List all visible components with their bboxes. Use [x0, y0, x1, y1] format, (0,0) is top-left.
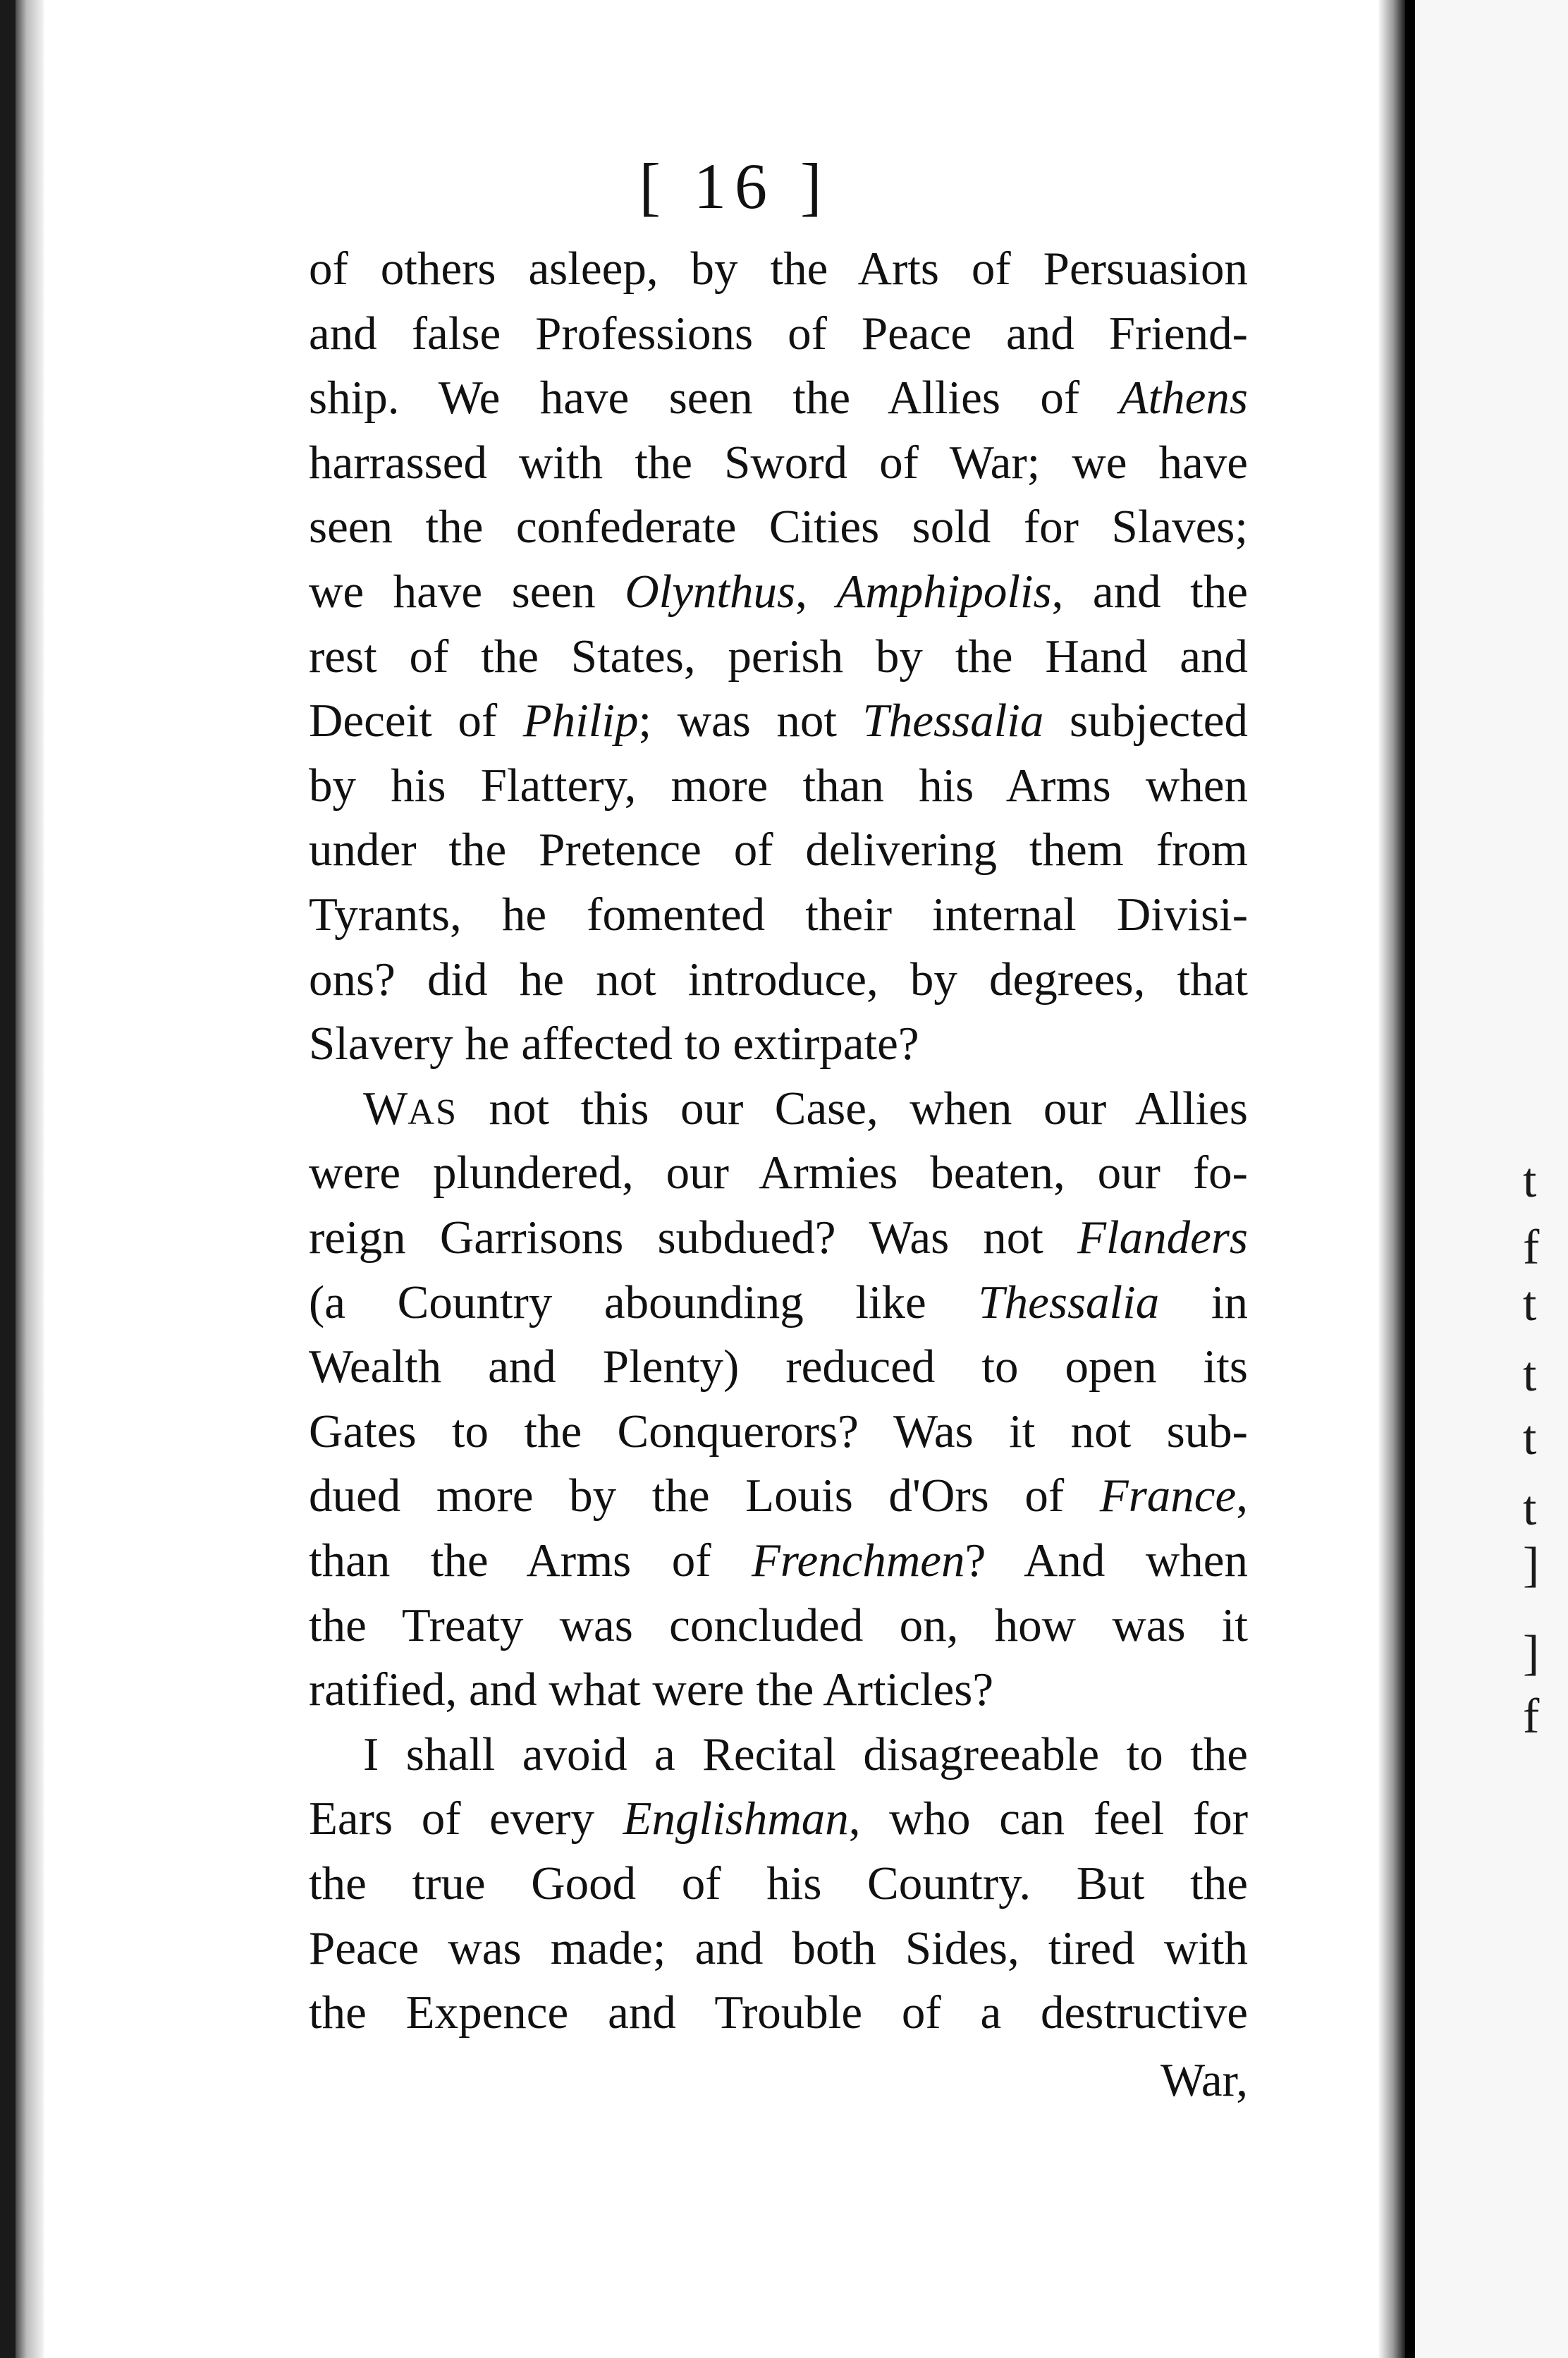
text-run: ? And when — [964, 1534, 1248, 1587]
text-run: of others asleep, by the Arts of Persuasion — [309, 243, 1248, 295]
text-line — [309, 568, 1248, 616]
text-line — [363, 1082, 1248, 1135]
text-run: than the Arms of — [309, 1534, 752, 1587]
text-line — [309, 759, 1248, 812]
text-run: ratified, and what were the Articles? — [309, 1663, 994, 1716]
facing-page-glyph: f — [1523, 1690, 1540, 1744]
text-run: by his Flattery, more than his Arms when — [309, 759, 1248, 812]
text-run: , — [1236, 1470, 1248, 1522]
italic-name: Flanders — [1077, 1211, 1248, 1264]
text-line — [309, 888, 1248, 941]
text-line — [309, 436, 1248, 489]
text-run: AS — [408, 1091, 458, 1132]
facing-page-glyph: t — [1523, 1154, 1537, 1208]
italic-name: Amphipolis — [836, 566, 1052, 618]
text-run: Peace was made; and both Sides, tired with — [309, 1922, 1248, 1974]
text-run: were plundered, our Armies beaten, our fo- — [309, 1147, 1248, 1199]
text-run: Wealth and Plenty) reduced to open its — [309, 1340, 1248, 1393]
text-line — [309, 630, 1248, 683]
text-line — [309, 1986, 1248, 2039]
text-line — [309, 1405, 1248, 1458]
facing-page-glyph: t — [1523, 1348, 1537, 1402]
text-line — [309, 1599, 1248, 1651]
text-run: , who can feel for — [848, 1792, 1249, 1845]
text-run: the true Good of his Country. But the — [309, 1857, 1248, 1910]
text-run: we have seen — [309, 566, 625, 618]
facing-page-glyph: t — [1523, 1277, 1537, 1331]
text-run: the Treaty was concluded on, how was it — [309, 1599, 1248, 1651]
text-run: ons? did he not introduce, by degrees, that — [309, 953, 1248, 1006]
text-run: the Expence and Trouble of a destructive — [309, 1986, 1248, 2039]
text-line — [309, 1211, 1248, 1264]
text-line — [309, 1276, 1248, 1328]
italic-name: Athens — [1119, 372, 1248, 424]
text-line — [309, 1663, 1248, 1716]
text-line — [309, 1534, 1248, 1587]
text-line — [309, 374, 1248, 422]
text-run: not this our Case, when our Allies — [458, 1082, 1248, 1135]
text-line — [309, 307, 1248, 360]
text-line — [309, 826, 1248, 874]
italic-name: France — [1099, 1470, 1237, 1522]
text-line — [309, 1792, 1249, 1845]
text-run: harrassed with the Sword of War; we have — [309, 436, 1248, 489]
text-line — [309, 1149, 1248, 1197]
text-run: reign Garrisons subdued? Was not — [309, 1211, 1078, 1264]
text-run: ship. We have seen the Allies of — [309, 372, 1120, 424]
text-line — [309, 953, 1248, 1006]
text-line — [309, 1472, 1248, 1520]
text-run: Tyrants, he fomented their internal Divisi- — [309, 888, 1248, 941]
facing-page-glyph: ] — [1523, 1626, 1540, 1680]
text-run: W — [363, 1082, 408, 1135]
italic-name: Olynthus — [625, 566, 796, 618]
text-run: under the Pretence of delivering them from — [309, 824, 1248, 876]
italic-name: Thessalia — [978, 1276, 1160, 1328]
text-line — [309, 697, 1248, 745]
text-line — [309, 501, 1248, 554]
italic-name: Frenchmen — [751, 1534, 965, 1587]
facing-page-glyph: ] — [1523, 1538, 1540, 1592]
text-run: , — [795, 566, 837, 618]
facing-page-glyph: t — [1523, 1411, 1537, 1465]
text-line — [309, 1020, 1248, 1068]
text-run: subjected — [1043, 695, 1248, 747]
text-line — [309, 245, 1248, 293]
text-line — [309, 1857, 1248, 1910]
italic-name: Philip — [522, 695, 639, 747]
text-line — [309, 1340, 1248, 1393]
text-run: and false Professions of Peace and Friend- — [309, 307, 1248, 360]
facing-page-glyph: t — [1523, 1482, 1537, 1536]
text-run: dued more by the Louis d'Ors of — [309, 1470, 1100, 1522]
text-run: rest of the States, perish by the Hand and — [309, 630, 1248, 683]
text-run: I shall avoid a Recital disagreeable to the — [363, 1728, 1248, 1780]
page-number: [ 16 ] — [639, 150, 831, 222]
text-line — [363, 1728, 1248, 1780]
italic-name: Englishman — [623, 1792, 849, 1845]
text-run: ; was not — [638, 695, 863, 747]
text-run: (a Country abounding like — [309, 1276, 979, 1328]
text-run: Slavery he affected to extirpate? — [309, 1018, 919, 1070]
text-run: in — [1159, 1276, 1248, 1328]
text-run: Gates to the Conquerors? Was it not sub- — [309, 1405, 1248, 1458]
text-run: Ears of every — [309, 1792, 623, 1845]
text-line — [309, 1922, 1248, 1974]
text-run: Deceit of — [309, 695, 523, 747]
text-run: , and the — [1051, 566, 1248, 618]
text-run: seen the confederate Cities sold for Slaves; — [309, 501, 1248, 554]
facing-page-glyph: f — [1523, 1221, 1540, 1275]
italic-name: Thessalia — [862, 695, 1044, 747]
catchword: War, — [1160, 2053, 1248, 2106]
